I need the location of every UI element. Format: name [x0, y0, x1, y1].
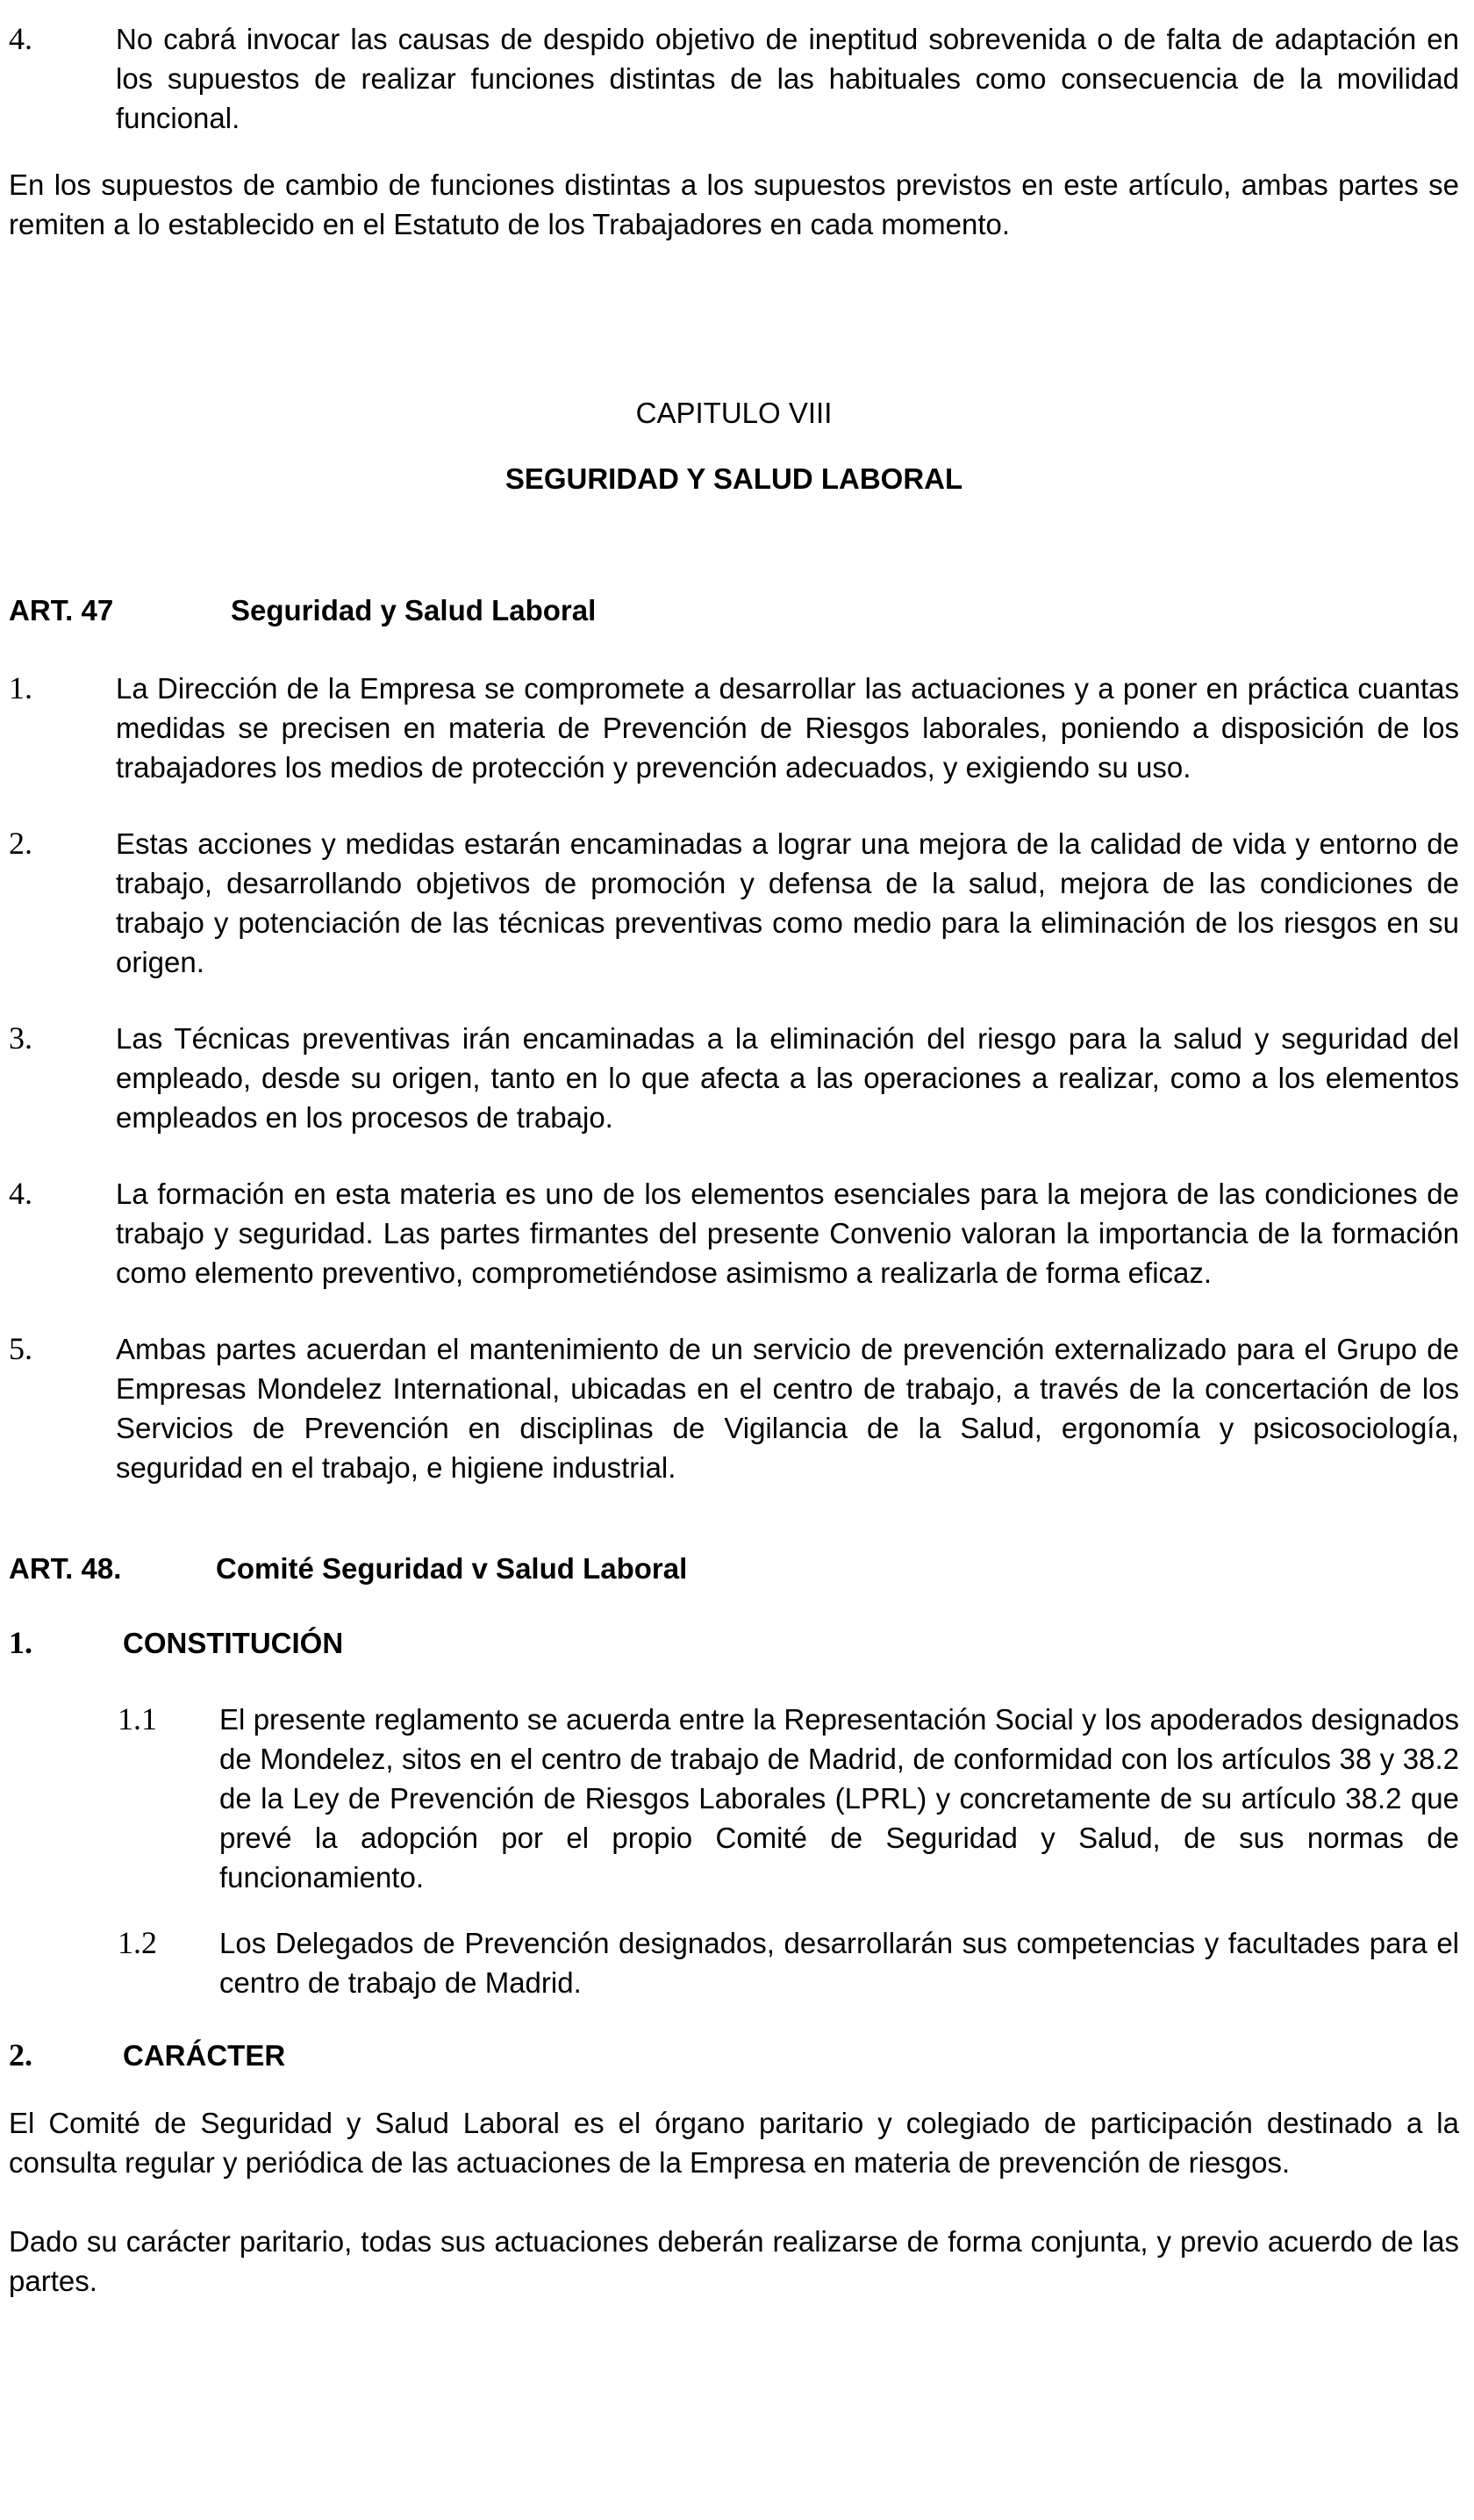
chapter-label: CAPITULO VIII	[635, 397, 833, 429]
caracter-paragraph-2: Dado su carácter paritario, todas sus actuaciones deberán realizarse de forma conjunta, y previo acuerdo de las partes.	[9, 2225, 1459, 2297]
article-47-item-2	[9, 824, 1459, 982]
intro-paragraph: En los supuestos de cambio de funciones distintas a los supuestos previstos en este artículo, ambas partes se remiten a lo establecido en el Estatuto de los Trabajadores en cada momento.	[9, 168, 1459, 240]
article-47-item-3	[9, 1019, 1459, 1137]
article-48-heading	[9, 1549, 1459, 1588]
document-page	[9, 19, 1459, 2301]
item-number: 4.	[9, 21, 32, 56]
item-text: La Dirección de la Empresa se compromete a desarrollar las actuaciones y a poner en práctica cuantas medidas se precisen en materia de Prevención de Riesgos laborales, poniendo a disposición de los trabajadores los medios de protección y prevención adecuados, y exigiendo su uso.	[116, 672, 1459, 784]
subitem-number: 1.2	[118, 1925, 157, 1960]
item-text: La formación en esta materia es uno de los elementos esenciales para la mejora de las condiciones de trabajo y seguridad. Las partes firmantes del presente Convenio valoran la importancia de la formación como elemento preventivo, comprometiéndose asimismo a realizarla de forma eficaz.	[116, 1178, 1459, 1289]
article-48-title: Comité Seguridad v Salud Laboral	[216, 1552, 688, 1585]
caracter-paragraph-1: El Comité de Seguridad y Salud Laboral es el órgano paritario y colegiado de participación destinado a la consulta regular y periódica de las actuaciones de la Empresa en materia de prevención de riesgos.	[9, 2107, 1459, 2179]
section-title: CARÁCTER	[123, 2039, 286, 2072]
item-number: 1.	[9, 670, 32, 705]
section-1-heading	[9, 1623, 1459, 1663]
item-text: No cabrá invocar las causas de despido objetivo de ineptitud sobrevenida o de falta de adaptación en los supuestos de realizar funciones distintas de las habituales como consecuencia de la movilidad funcional.	[116, 23, 1459, 134]
subitem-1-1	[9, 1700, 1459, 1897]
item-text: Ambas partes acuerdan el mantenimiento de un servicio de prevención externalizado para el Grupo de Empresas Mondelez International, ubicadas en el centro de trabajo, a través de la concertación de los Servicios de Prevención en disciplinas de Vigilancia de la Salud, ergonomía y psicosociología, seguridad en el trabajo, e higiene industrial.	[116, 1333, 1459, 1484]
section-title: CONSTITUCIÓN	[123, 1627, 344, 1659]
item-number: 2.	[9, 826, 32, 861]
section-2-heading	[9, 2036, 1459, 2075]
item-number: 5.	[9, 1331, 32, 1366]
article-47-item-1	[9, 669, 1459, 787]
article-47-item-4	[9, 1174, 1459, 1292]
article-47-title: Seguridad y Salud Laboral	[231, 594, 597, 626]
subitem-text: Los Delegados de Prevención designados, desarrollarán sus competencias y facultades para el centro de trabajo de Madrid.	[219, 1927, 1459, 1999]
article-47-number: ART. 47	[9, 594, 114, 626]
item-number: 4.	[9, 1176, 32, 1211]
item-text: Las Técnicas preventivas irán encaminadas a la eliminación del riesgo para la salud y seguridad del empleado, desde su origen, tanto en lo que afecta a las operaciones a realizar, como a los elementos empleados en los procesos de trabajo.	[116, 1022, 1459, 1134]
item-number: 3.	[9, 1020, 32, 1056]
article-47-item-5	[9, 1329, 1459, 1487]
section-number: 2.	[9, 2037, 32, 2073]
chapter-title: SEGURIDAD Y SALUD LABORAL	[504, 462, 963, 495]
item-text: Estas acciones y medidas estarán encaminadas a lograr una mejora de la calidad de vida y entorno de trabajo, desarrollando objetivos de promoción y defensa de la salud, mejora de las condiciones de trabajo y potenciación de las técnicas preventivas como medio para la eliminación de los riesgos en su origen.	[116, 827, 1459, 978]
intro-item-4	[9, 19, 1459, 138]
article-47-heading	[9, 591, 1459, 630]
subitem-text: El presente reglamento se acuerda entre la Representación Social y los apoderados designados de Mondelez, sitos en el centro de trabajo de Madrid, de conformidad con los artículos 38 y 38.2 de la Ley de Prevención de Riesgos Laborales (LPRL) y concretamente de su artículo 38.2 que prevé la adopción por el propio Comité de Seguridad y Salud, de sus normas de funcionamiento.	[219, 1703, 1459, 1894]
section-number: 1.	[9, 1625, 32, 1660]
subitem-number: 1.1	[118, 1701, 157, 1736]
subitem-1-2	[9, 1923, 1459, 2002]
article-48-number: ART. 48.	[9, 1552, 122, 1585]
